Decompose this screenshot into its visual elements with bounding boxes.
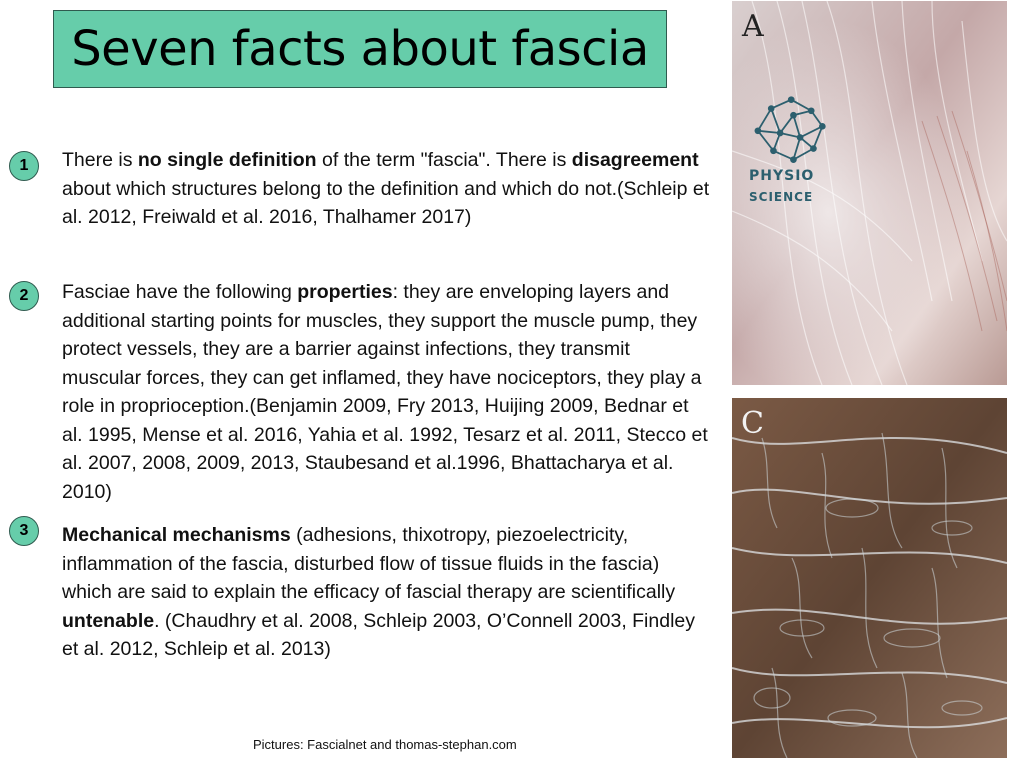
logo-text-science: SCIENCE xyxy=(749,189,814,204)
fact-text-segment: There is xyxy=(62,149,138,171)
emphasis-text: disagreement xyxy=(571,149,699,171)
picture-credits: Pictures: Fascialnet and thomas-stephan.com xyxy=(253,737,517,752)
emphasis-text: no single definition xyxy=(137,149,317,171)
emphasis-text: properties xyxy=(297,281,393,303)
fact-text-segment: : they are enveloping layers and additional starting points for muscles, they support the muscle pump, they protect vessels, they are a barrier against infections, they transmit muscular forces, they can get inflamed, they have nociceptors, they play a role in proprioception.(Benjamin 2009, Fry 2013, Huijing 2009, Bednar et al. 1995, Mense et al. 2016, Yahia et al. 1992, Tesarz et al. 2011, Stecco et al. 2007, 2008, 2009, 2013, Staubesand et al.1996, Bhattacharya et al. 2010) xyxy=(62,281,708,503)
emphasis-text: untenable xyxy=(62,609,155,632)
fact-text-segment: . (Chaudhry et al. 2008, Schleip 2003, O’Connell 2003, Findley et al. 2012, Schleip et al. 2013) xyxy=(62,609,696,660)
emphasis-text: Mechanical mechanisms xyxy=(62,524,291,546)
fact-1-number-badge: 1 xyxy=(9,151,39,181)
panel-label-a: A xyxy=(742,9,764,44)
fact-2-number-badge: 2 xyxy=(9,281,39,311)
fascia-image-a xyxy=(732,1,1007,385)
fascia-image-c xyxy=(732,398,1007,758)
fact-text-segment: (adhesions, thixotropy, piezoelectricity, inflammation of the fascia, disturbed flow of tissue fluids in the fascia) which are said to explain the efficacy of fascial therapy are scientifically xyxy=(62,524,676,603)
physio-science-logo xyxy=(749,93,829,204)
fact-3-text xyxy=(62,521,712,664)
fact-3-number-badge: 3 xyxy=(9,516,39,546)
logo-text-physio: PHYSIO xyxy=(749,167,815,184)
fact-1-text xyxy=(62,146,712,232)
network-icon xyxy=(749,93,829,169)
fact-text-segment: about which structures belong to the definition and which do not.(Schleip et al. 2012, Freiwald et al. 2016, Thalhamer 2017) xyxy=(62,177,710,228)
title-banner xyxy=(53,10,667,88)
panel-label-c: C xyxy=(741,406,764,441)
fact-text-segment: Fasciae have the following xyxy=(62,281,298,303)
fact-text-segment: of the term "fascia". There is xyxy=(316,149,572,171)
page-title: Seven facts about fascia xyxy=(71,21,649,77)
fact-2-text xyxy=(62,278,712,506)
